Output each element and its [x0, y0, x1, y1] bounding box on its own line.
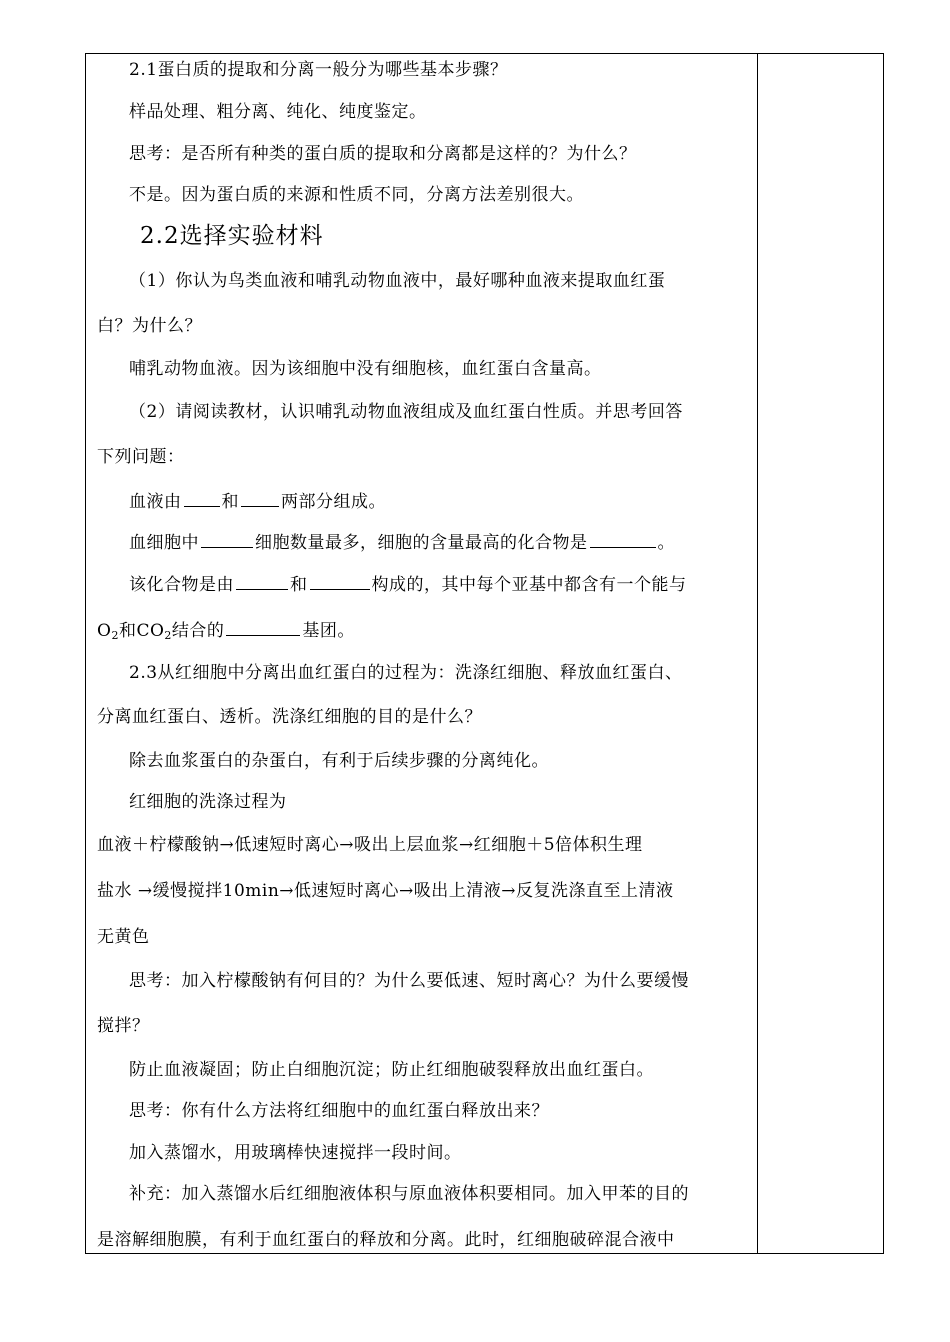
- question-1-line-1: （1）你认为鸟类血液和哺乳动物血液中，最好哪种血液来提取血红蛋: [129, 271, 666, 291]
- wash-process-line-2: 盐水 →缓慢搅拌10min→低速短时离心→吸出上清液→反复洗涤直至上清液: [97, 881, 674, 901]
- wash-process-line-3: 无黄色: [97, 927, 150, 947]
- blank-line: [310, 573, 370, 590]
- section-heading-2-2: 2.2选择实验材料: [140, 223, 324, 249]
- think-question-2-line-2: 搅拌？: [97, 1016, 150, 1036]
- wash-process-line-1: 血液＋柠檬酸钠→低速短时离心→吸出上层血浆→红细胞＋5倍体积生理: [97, 835, 643, 855]
- question-2-1: 2.1蛋白质的提取和分离一般分为哪些基本步骤？: [129, 60, 508, 80]
- fill-blank-compound: 该化合物是由 和 构成的，其中每个亚基中都含有一个能与: [129, 575, 687, 595]
- blank-line: [236, 573, 288, 590]
- fill-blank-cell: 血细胞中 细胞数量最多，细胞的含量最高的化合物是 。: [129, 533, 675, 553]
- blank-line: [184, 490, 220, 507]
- supplement-line-1: 补充：加入蒸馏水后红细胞液体积与原血液体积要相同。加入甲苯的目的: [129, 1184, 689, 1204]
- think-question-2-line-1: 思考：加入柠檬酸钠有何目的？为什么要低速、短时离心？为什么要缓慢: [129, 971, 689, 991]
- blank-line: [226, 619, 300, 636]
- think-answer-2: 防止血液凝固；防止白细胞沉淀；防止红细胞破裂释放出血红蛋白。: [129, 1060, 654, 1080]
- think-answer-3: 加入蒸馏水，用玻璃棒快速搅拌一段时间。: [129, 1143, 462, 1163]
- question-2-line-1: （2）请阅读教材，认识哺乳动物血液组成及血红蛋白性质。并思考回答: [129, 402, 683, 422]
- wash-title: 红细胞的洗涤过程为: [129, 792, 287, 812]
- answer-2-3: 除去血浆蛋白的杂蛋白，有利于后续步骤的分离纯化。: [129, 751, 549, 771]
- blank-line: [590, 531, 656, 548]
- fill-blank-blood: 血液由 和 两部分组成。: [129, 492, 386, 512]
- fill-blank-oxygen: $O_2$和$CO_2$结合的 基团。: [97, 621, 355, 642]
- supplement-line-2: 是溶解细胞膜，有利于血红蛋白的释放和分离。此时，红细胞破碎混合液中: [97, 1230, 675, 1250]
- answer-2-1: 样品处理、粗分离、纯化、纯度鉴定。: [129, 102, 427, 122]
- question-2-line-2: 下列问题：: [97, 447, 185, 467]
- paragraph-2-3-line-2: 分离血红蛋白、透析。洗涤红细胞的目的是什么？: [97, 707, 482, 727]
- blank-line: [201, 531, 253, 548]
- think-question-1: 思考：是否所有种类的蛋白质的提取和分离都是这样的？为什么？: [129, 144, 637, 164]
- question-1-line-2: 白？为什么？: [97, 316, 202, 336]
- column-divider: [757, 53, 758, 1254]
- blank-line: [241, 490, 279, 507]
- answer-1: 哺乳动物血液。因为该细胞中没有细胞核，血红蛋白含量高。: [129, 359, 602, 379]
- paragraph-2-3-line-1: 2.3从红细胞中分离出血红蛋白的过程为：洗涤红细胞、释放血红蛋白、: [129, 663, 683, 683]
- think-question-3: 思考：你有什么方法将红细胞中的血红蛋白释放出来？: [129, 1101, 549, 1121]
- think-answer-1: 不是。因为蛋白质的来源和性质不同，分离方法差别很大。: [129, 185, 584, 205]
